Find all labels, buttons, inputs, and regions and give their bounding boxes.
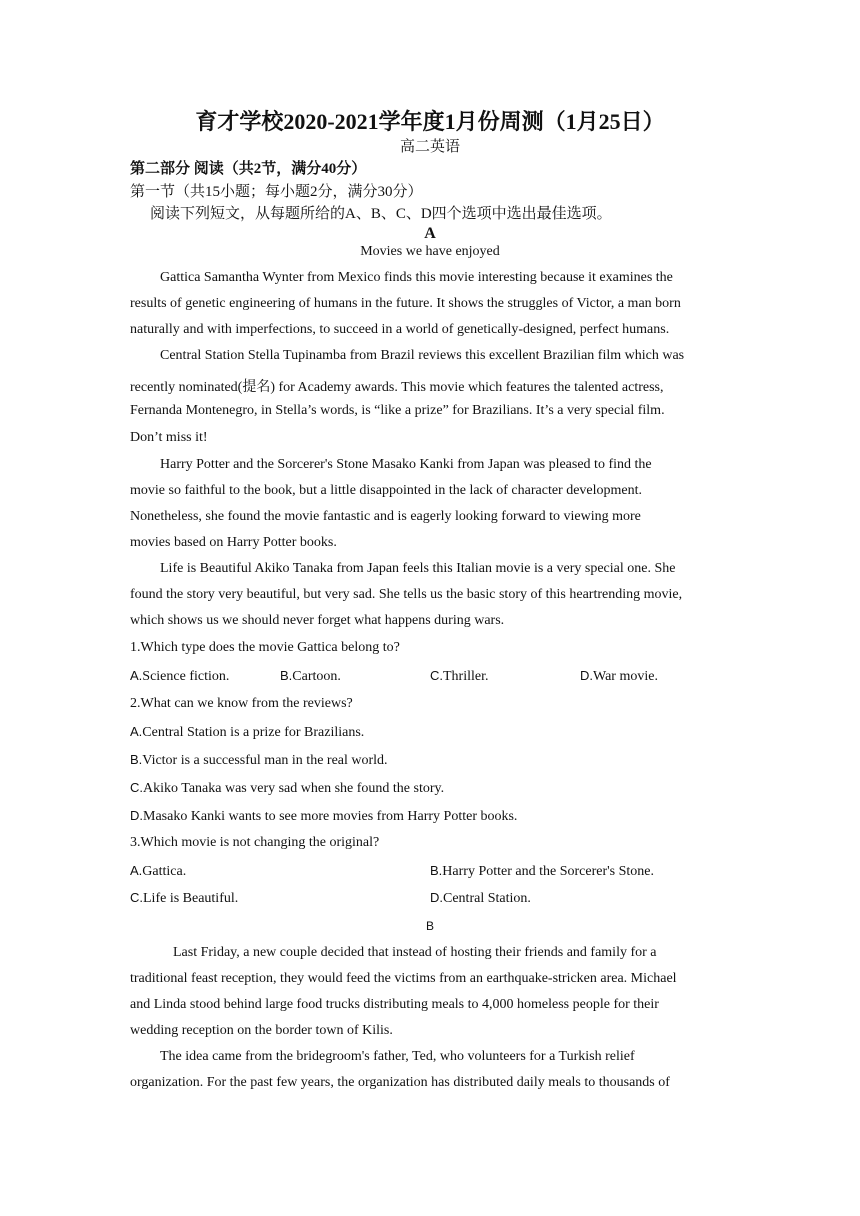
passage-a-label: A (424, 225, 436, 242)
passage-line: and Linda stood behind large food trucks distributing meals to 4,000 homeless people for their (130, 997, 659, 1012)
passage-line: Central Station Stella Tupinamba from Brazil reviews this excellent Brazilian film which was (160, 348, 685, 363)
question-2-stem: 2.What can we know from the reviews? (130, 696, 353, 711)
passage-line: movies based on Harry Potter books. (130, 535, 337, 550)
question-2-option-b: B.Victor is a successful man in the real world. (130, 752, 388, 768)
question-1-stem: 1.Which type does the movie Gattica belong to? (130, 640, 400, 655)
passage-line: Nonetheless, she found the movie fantastic and is eagerly looking forward to viewing more (130, 509, 641, 524)
passage-line: organization. For the past few years, the organization has distributed daily meals to thousands of (130, 1075, 670, 1090)
passage-line: The idea came from the bridegroom's father, Ted, who volunteers for a Turkish relief (160, 1049, 635, 1064)
passage-line: Last Friday, a new couple decided that instead of hosting their friends and family for a (173, 945, 657, 960)
passage-line: Gattica Samantha Wynter from Mexico finds this movie interesting because it examines the (160, 270, 673, 285)
question-1-option-b: B.Cartoon. (280, 668, 341, 684)
question-2-option-d: D.Masako Kanki wants to see more movies from Harry Potter books. (130, 808, 518, 824)
passage-line: Life is Beautiful Akiko Tanaka from Japan feels this Italian movie is a very special one. She (160, 561, 676, 576)
passage-line: wedding reception on the border town of Kilis. (130, 1023, 393, 1038)
question-1-option-a: A.Science fiction. (130, 668, 230, 684)
page-title: 育才学校2020-2021学年度1月份周测（1月25日） (195, 109, 665, 134)
passage-line: Harry Potter and the Sorcerer's Stone Masako Kanki from Japan was pleased to find the (160, 457, 652, 472)
passage-a-title: Movies we have enjoyed (360, 244, 500, 259)
question-2-option-a: A.Central Station is a prize for Brazilians. (130, 724, 365, 740)
question-2-option-c: C.Akiko Tanaka was very sad when she found the story. (130, 780, 445, 796)
passage-line: recently nominated(提名) for Academy awards. This movie which features the talented actress, (130, 380, 664, 395)
question-3-option-d: D.Central Station. (430, 890, 531, 906)
question-3-option-b: B.Harry Potter and the Sorcerer's Stone. (430, 863, 654, 879)
question-3-option-a: A.Gattica. (130, 863, 187, 879)
question-3-stem: 3.Which movie is not changing the original? (130, 835, 380, 850)
passage-line: which shows us we should never forget what happens during wars. (130, 613, 505, 628)
passage-line: found the story very beautiful, but very sad. She tells us the basic story of this heartrending movie, (130, 587, 683, 602)
page-subtitle: 高二英语 (399, 139, 460, 155)
question-1-option-d: D.War movie. (580, 668, 658, 684)
passage-line: Don’t miss it! (130, 430, 208, 445)
passage-line: Fernanda Montenegro, in Stella’s words, is “like a prize” for Brazilians. It’s a very special film. (130, 403, 665, 418)
section-heading: 第二部分 阅读（共2节，满分40分） (130, 161, 367, 177)
passage-line: naturally and with imperfections, to succeed in a world of genetically-designed, perfect humans. (130, 322, 670, 337)
question-3-option-c: C.Life is Beautiful. (130, 890, 239, 906)
passage-line: traditional feast reception, they would feed the victims from an earthquake-stricken area. Michael (130, 971, 677, 986)
passage-line: results of genetic engineering of humans in the future. It shows the struggles of Victor, a man born (130, 296, 681, 311)
question-1-option-c: C.Thriller. (430, 668, 489, 684)
instructions: 阅读下列短文，从每题所给的A、B、C、D四个选项中选出最佳选项。 (150, 206, 612, 222)
passage-line: movie so faithful to the book, but a little disappointed in the lack of character development. (130, 483, 643, 498)
part-heading: 第一节（共15小题；每小题2分，满分30分） (130, 184, 423, 200)
passage-b-label: B (425, 919, 434, 933)
